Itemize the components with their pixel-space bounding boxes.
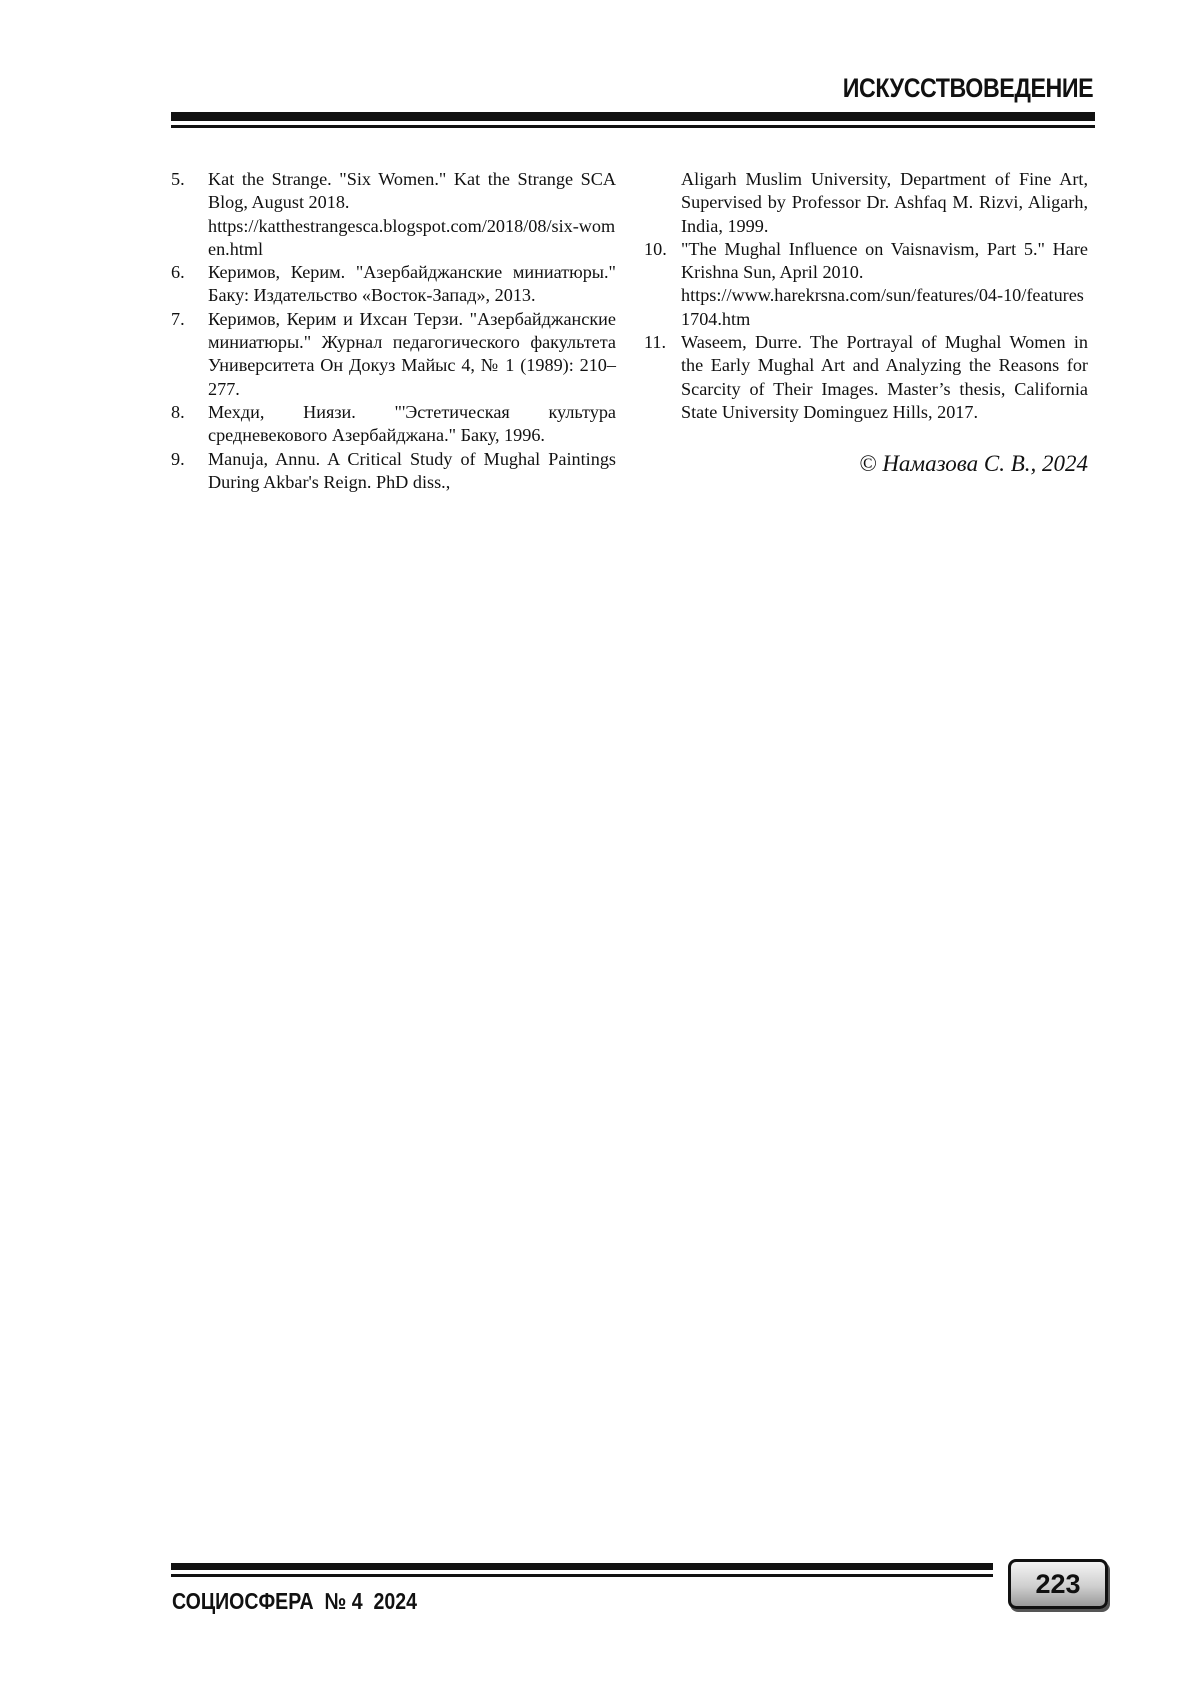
reference-item xyxy=(171,401,616,448)
reference-url[interactable]: https://katthestrangesca.blogspot.com/2018/08/six-women.html xyxy=(208,215,616,259)
reference-text: Керимов, Керим. "Азербайджанские миниатюры." Баку: Издательство «Восток-Запад», 2013. xyxy=(208,262,616,306)
header-rule-thin xyxy=(171,125,1095,128)
reference-text: Kat the Strange. "Six Women." Kat the Strange SCA Blog, August 2018. xyxy=(208,169,616,213)
reference-item xyxy=(171,448,616,495)
footer-rule-thick xyxy=(171,1563,993,1570)
reference-number: 11. xyxy=(644,332,667,353)
reference-number: 7. xyxy=(171,308,185,329)
footer-rule-thin xyxy=(171,1574,993,1577)
reference-text: "The Mughal Influence on Vaisnavism, Part 5." Hare Krishna Sun, April 2010. xyxy=(681,238,1088,283)
reference-number: 10. xyxy=(644,238,667,259)
reference-text: Мехди, Ниязи. "'Эстетическая культура средневекового Азербайджана." Баку, 1996. xyxy=(208,401,616,446)
reference-item xyxy=(171,261,616,308)
page-number-badge xyxy=(1008,1559,1108,1609)
header-rule-thick xyxy=(171,112,1095,121)
reference-continuation: Aligarh Muslim University, Department of Fine Art, Supervised by Professor Dr. Ashfaq M. Rizvi, Aligarh, India, 1999. xyxy=(681,169,1088,236)
references-left-column xyxy=(171,168,616,494)
reference-item xyxy=(644,331,1088,424)
reference-item xyxy=(171,168,616,261)
references-right-column xyxy=(644,168,1088,476)
section-title: ИСКУССТВОВЕДЕНИЕ xyxy=(842,73,1093,103)
reference-item xyxy=(644,238,1088,331)
reference-text: Waseem, Durre. The Portrayal of Mughal Women in the Early Mughal Art and Analyzing the Reasons for Scarcity of Their Images. Master’s thesis, California State University Dominguez Hills, 2017. xyxy=(681,332,1088,422)
reference-text: Manuja, Annu. A Critical Study of Mughal Paintings During Akbar's Reign. PhD diss., xyxy=(208,448,616,492)
reference-number: 9. xyxy=(171,448,185,469)
reference-number: 6. xyxy=(171,262,185,283)
reference-url[interactable]: https://www.harekrsna.com/sun/features/04-10/features1704.htm xyxy=(681,285,1084,329)
reference-item xyxy=(171,308,616,401)
page-number: 223 xyxy=(1035,1568,1081,1599)
copyright-notice: © Намазова С. В., 2024 xyxy=(859,451,1088,477)
reference-text: Керимов, Керим и Ихсан Терзи. "Азербайджанские миниатюры." Журнал педагогического факультета Университета Он Докуз Майыс 4, № 1 (1989): 210–277. xyxy=(208,308,616,399)
journal-title: СОЦИОСФЕРА № 4 2024 xyxy=(172,1588,417,1614)
reference-number: 5. xyxy=(171,169,185,189)
reference-number: 8. xyxy=(171,401,185,422)
